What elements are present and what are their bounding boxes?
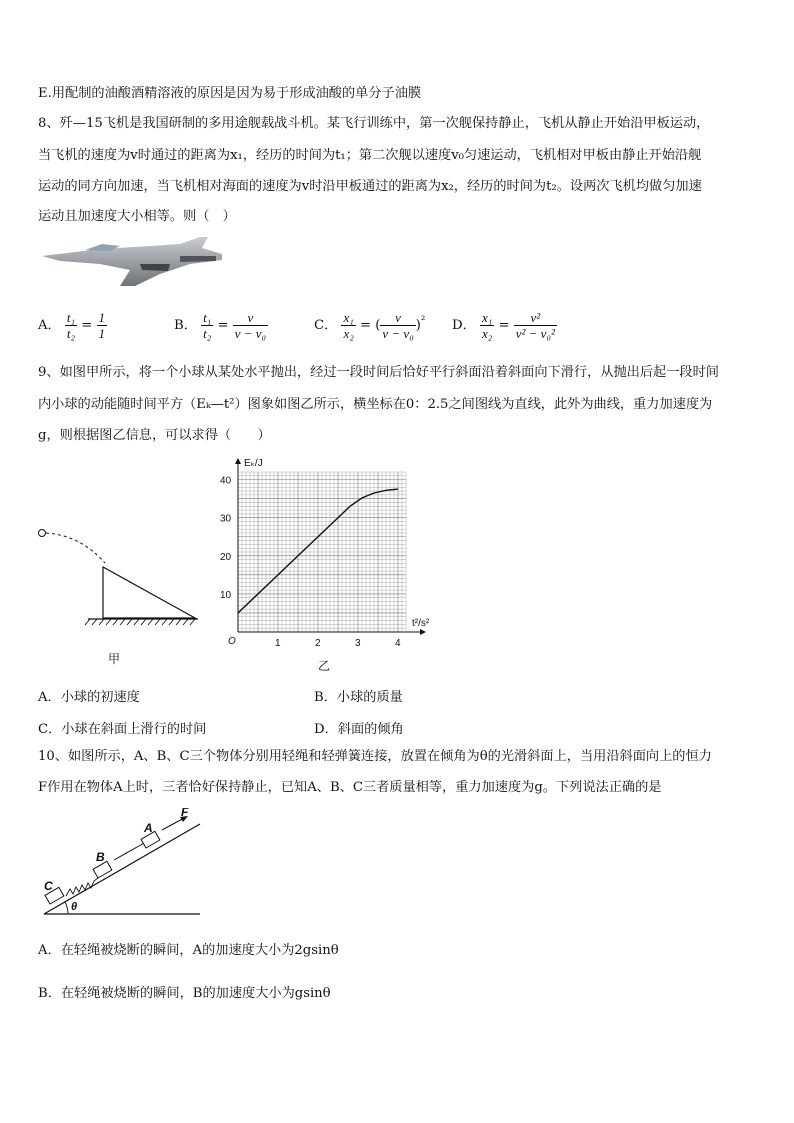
chart-xlabel: t²/s² — [412, 618, 430, 629]
q9-line-3: g，则根据图乙信息，可以求得（ ） — [38, 428, 271, 443]
figure-yi-chart — [210, 450, 450, 675]
q8-option-d-label: D． — [452, 318, 476, 333]
q8-option-b-label: B． — [174, 318, 197, 333]
spring — [66, 878, 98, 896]
q8-c-den: x₂ — [343, 326, 354, 341]
block-b-label: B — [96, 850, 105, 864]
q8-b-num: t₁ — [203, 310, 212, 325]
chart-ylabel: Eₖ/J — [244, 458, 263, 469]
q9-option-d[interactable]: D．斜面的倾角 — [314, 722, 404, 737]
q8-b-rhs-den: v − v₀ — [234, 326, 267, 341]
q8-c-num: x₁ — [343, 310, 354, 325]
q8-line-3: 运动的同方向加速，当飞机相对海面的速度为v时沿甲板通过的距离为x₂，经历的时间为t₂。设两次飞机均做匀加速 — [38, 179, 702, 194]
q8-a-rhs-den: 1 — [98, 326, 106, 341]
q8-option-a-label: A． — [38, 318, 61, 333]
x-axis-arrow — [420, 629, 426, 635]
q8-a-den: t₂ — [66, 326, 76, 341]
q8-c-rhs-num: v — [380, 310, 415, 326]
chart-origin-label: O — [228, 636, 236, 647]
q8-line-2: 当飞机的速度为v时通过的距离为x₁，经历的时间为t₁；第二次舰以速度v₀匀速运动，飞机相对甲板由静止开始沿舰 — [38, 148, 702, 163]
ball-icon — [39, 530, 46, 537]
e-option-text: E.用配制的油酸酒精溶液的原因是因为易于形成油酸的单分子油膜 — [38, 86, 422, 101]
block-c-label: C — [44, 879, 53, 893]
q8-d-num: x₁ — [481, 310, 493, 325]
q8-d-den: x₂ — [481, 326, 493, 341]
figure-jia-label: 甲 — [108, 652, 121, 666]
q8-option-a[interactable]: A． $\frac{\text{t₁}}{\text{t₂}}$ = $\frac{1}{1}$ — [38, 310, 106, 341]
x-tick-label: 3 — [355, 638, 361, 649]
x-tick-label: 4 — [395, 638, 401, 649]
x-tick-label: 1 — [275, 638, 281, 649]
block-a-label: A — [144, 821, 153, 835]
q9-option-a[interactable]: A．小球的初速度 — [38, 690, 140, 705]
figure-jia-projectile — [30, 515, 205, 675]
q9-line-1: 9、如图甲所示，将一个小球从某处水平抛出，经过一段时间后恰好平行斜面沿着斜面向下滑行，从抛出后起一段时间 — [38, 365, 719, 380]
q8-b-rhs-num: v — [233, 310, 268, 326]
q8-option-d[interactable]: D． $\frac{\text{x₁}}{\text{x₂}}$ = $\frac{\text{v²}}{\text{v² − v₀²}}$ — [452, 310, 555, 341]
x-tick-label: 2 — [315, 638, 321, 649]
q8-c-power: ² — [420, 313, 426, 327]
y-axis-arrow — [235, 458, 241, 464]
chart-grid — [238, 472, 406, 632]
q8-option-c-label: C． — [314, 318, 338, 333]
q8-a-num: t₁ — [66, 310, 76, 325]
q10-line-2: F作用在物体A上时，三者恰好保持静止，已知A、B、C三者质量相等，重力加速度为g。下列说法正确的是 — [38, 780, 662, 795]
q8-d-rhs-num: v² — [514, 310, 557, 326]
q10-incline-figure — [38, 808, 208, 920]
y-tick-label: 30 — [220, 513, 232, 525]
q9-option-b[interactable]: B．小球的质量 — [314, 690, 403, 705]
q8-line-1: 8、歼—15飞机是我国研制的多用途舰载战斗机。某飞行训练中，第一次舰保持静止，飞机从静止开始沿甲板运动， — [38, 116, 710, 131]
figure-yi-label: 乙 — [318, 659, 331, 673]
q9-option-c[interactable]: C．小球在斜面上滑行的时间 — [38, 722, 207, 737]
jet-fighter-image — [40, 234, 225, 289]
y-tick-label: 10 — [220, 589, 232, 601]
q8-option-b[interactable]: B． $\frac{\text{t₁}}{\text{t₂}}$ = $\frac{v}{\text{v − v₀}}$ — [174, 310, 267, 341]
y-tick-label: 20 — [220, 551, 232, 563]
q9-line-2: 内小球的动能随时间平方（Eₖ—t²）图象如图乙所示，横坐标在0：2.5之间图线为直线，此外为曲线，重力加速度为 — [38, 397, 713, 412]
chart-axes — [235, 458, 426, 635]
q8-line-4: 运动且加速度大小相等。则（ ） — [38, 209, 236, 224]
theta-label: θ — [71, 901, 78, 913]
q8-b-den: t₂ — [203, 326, 212, 341]
y-tick-label: 40 — [220, 475, 232, 487]
q8-c-rhs-den: v − v₀ — [382, 326, 414, 341]
q10-option-a[interactable]: A．在轻绳被烧断的瞬间，A的加速度大小为2gsinθ — [38, 943, 339, 958]
q8-d-rhs-den: v² − v₀² — [515, 326, 555, 341]
q10-option-b[interactable]: B．在轻绳被烧断的瞬间，B的加速度大小为gsinθ — [38, 986, 331, 1001]
q8-option-c[interactable]: C． $\frac{\text{x₁}}{\text{x₂}}$ = ( $\frac{v}{\text{v − v₀}}$ )$^{^2}$ — [314, 310, 426, 341]
force-f-label: F — [181, 808, 189, 819]
q8-a-rhs-num: 1 — [98, 310, 106, 325]
q10-line-1: 10、如图所示，A、B、C三个物体分别用轻绳和轻弹簧连接，放置在倾角为θ的光滑斜面上，当用沿斜面向上的恒力 — [38, 749, 712, 764]
